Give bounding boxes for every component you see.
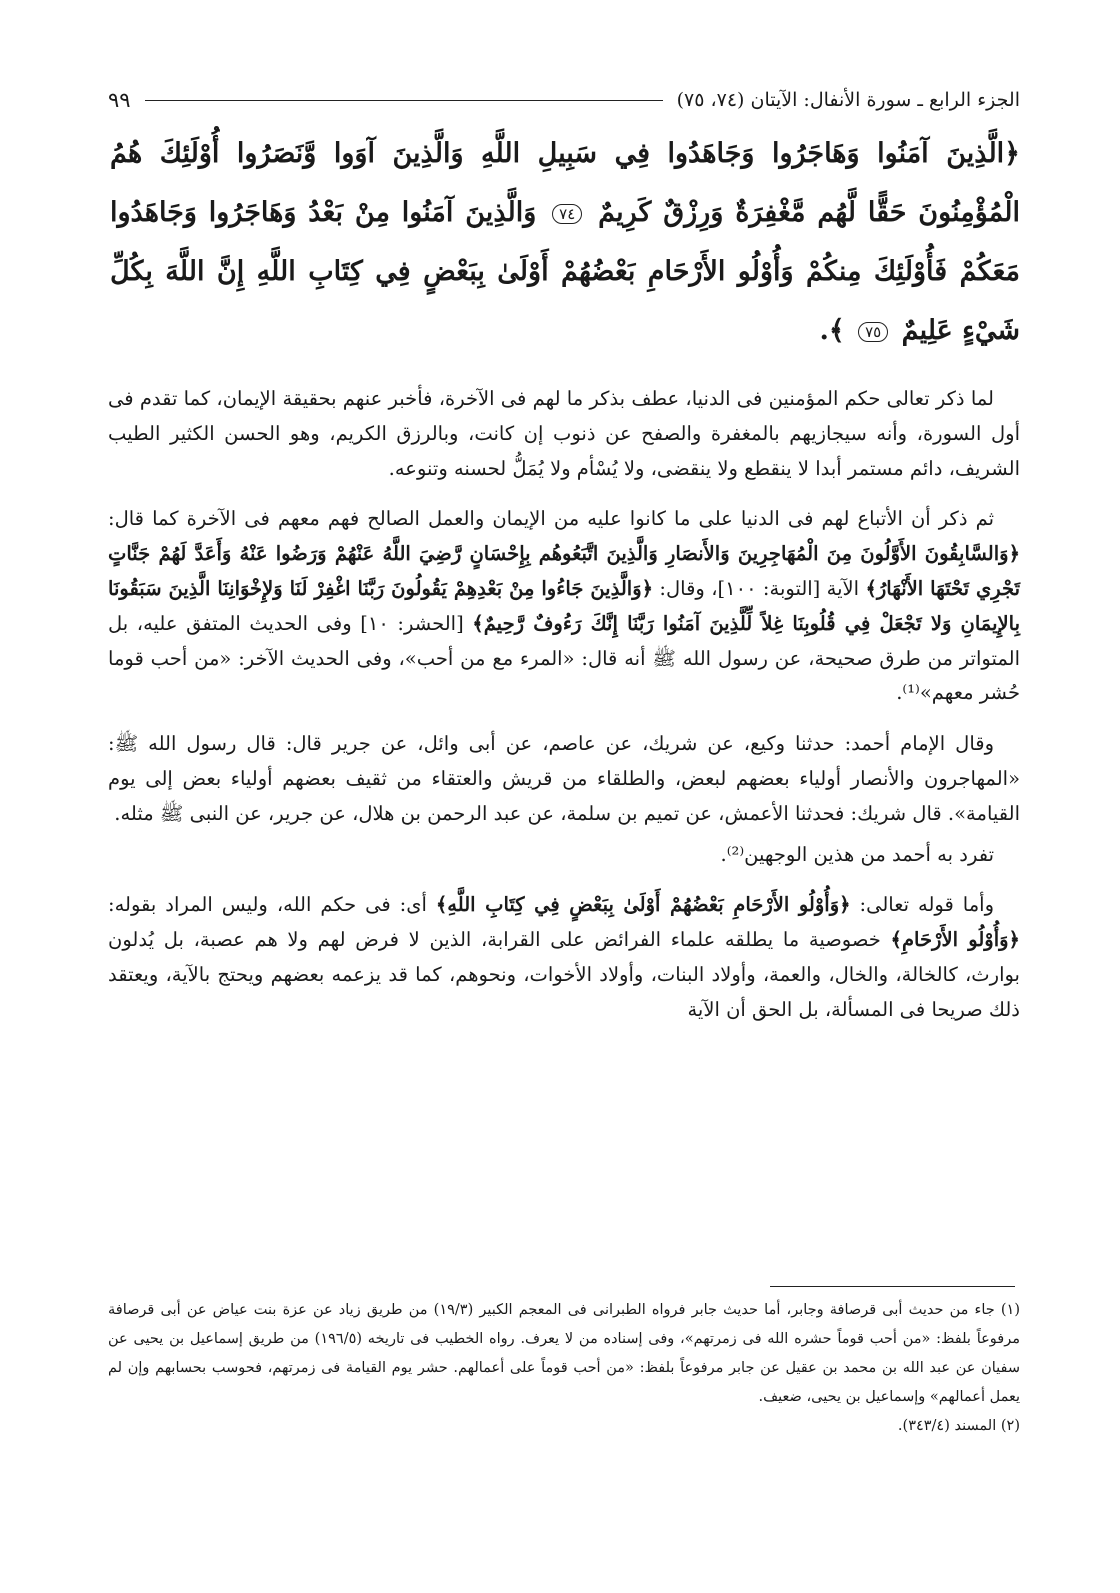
paragraph: لما ذكر تعالى حكم المؤمنين فى الدنيا، عطف بذكر ما لهم فى الآخرة، فأخبر عنهم بحقيقة الإيمان، كما تقدم فى أول السورة، وأنه سيجازيهم بالمغفرة والصفح عن ذنوب إن كانت، وبالرزق الكريم، وهو الحسن الكثير الطيب الشريف، دائم مستمر أبدا لا ينقطع ولا ينقضى، ولا يُسْأم ولا يُمَلُّ لحسنه وتنوعه.	[108, 387, 1020, 480]
header-rule	[145, 100, 663, 101]
paragraph: وقال الإمام أحمد: حدثنا وكيع، عن شريك، عن عاصم، عن أبى وائل، عن جرير قال: قال رسول الله ﷺ: «المهاجرون والأنصار أولياء بعضهم لبعض، والطلقاء من قريش والعتقاء من ثقيف بعضهم أولياء بعض إلى يوم القيامة». قال شريك: فحدثنا الأعمش، عن تميم بن سلمة، عن عبد الرحمن بن هلال، عن جرير، عن النبى ﷺ مثله.	[108, 732, 1020, 825]
paragraph-text: ثم ذكر أن الأتباع لهم فى الدنيا على ما كانوا عليه من الإيمان والعمل الصالح فهم معهم فى الآخرة كما قال:	[108, 507, 994, 531]
quran-quote: ﴿وَأُوْلُو الأَرْحَامِ﴾	[890, 928, 1020, 952]
paragraph-text: الآية [التوبة: ١٠٠]، وقال:	[659, 576, 860, 600]
verse-text-75: وَالَّذِينَ آمَنُوا مِنْ بَعْدُ وَهَاجَرُوا وَجَاهَدُوا مَعَكُمْ فَأُوْلَئِكَ مِنكُمْ وَأُوْلُو الأَرْحَامِ بَعْضُهُمْ أَوْلَىٰ بِبَعْضٍ فِي كِتَابِ اللَّهِ إِنَّ اللَّهَ بِكُلِّ شَيْءٍ عَلِيمٌ	[110, 197, 1020, 346]
paragraph-text: خصوصية ما يطلقه علماء الفرائض على القرابة، الذين لا فرض لهم ولا هم عصبة، بل يُدلون بوارث، كالخالة، والخال، والعمة، وأولاد البنات، وأولاد الأخوات، ونحوهم، كما قد يزعمه بعضهم ويحتج بالآية، ويعتقد ذلك صريحا فى المسألة، بل الحق أن الآية	[108, 928, 1020, 1021]
quran-quote: ﴿وَالَّذِينَ جَاءُوا مِنْ بَعْدِهِمْ يَقُولُونَ رَبَّنَا اغْفِرْ لَنَا وَلإِخْوَانِنَا الَّذِينَ سَبَقُونَا بِالإِيمَانِ وَلا تَجْعَلْ فِي قُلُوبِنَا غِلاً لِّلَّذِينَ آمَنُوا رَبَّنَا إِنَّكَ رَءُوفٌ رَّحِيمٌ﴾	[108, 576, 1020, 635]
quran-verse-block	[110, 124, 1020, 360]
commentary-body	[108, 382, 1020, 1044]
quran-quote: ﴿وَأُوْلُو الأَرْحَامِ بَعْضُهُمْ أَوْلَىٰ بِبَعْضٍ فِي كِتَابِ اللَّهِ﴾	[435, 893, 851, 917]
verse-text-74: ﴿الَّذِينَ آمَنُوا وَهَاجَرُوا وَجَاهَدُوا فِي سَبِيلِ اللَّهِ وَالَّذِينَ آوَوا وَّنَصَرُوا أُوْلَئِكَ هُمُ الْمُؤْمِنُونَ حَقًّا لَّهُم مَّغْفِرَةٌ وَرِزْقٌ كَرِيمٌ	[110, 138, 1020, 228]
running-header	[108, 84, 1020, 116]
quran-quote: ﴿وَالسَّابِقُونَ الأَوَّلُونَ مِنَ الْمُهَاجِرِينَ وَالأَنصَارِ وَالَّذِينَ اتَّبَعُوهُم بِإِحْسَانٍ رَّضِيَ اللَّهُ عَنْهُمْ وَرَضُوا عَنْهُ وَأَعَدَّ لَهُمْ جَنَّاتٍ تَجْرِي تَحْتَهَا الأَنْهَارُ﴾	[108, 542, 1020, 600]
footnote-1: (١) جاء من حديث أبى قرصافة وجابر، أما حديث جابر فرواه الطبرانى فى المعجم الكبير (١٩/٣) من طريق زياد عن عزة بنت عياض عن أبى قرصافة مرفوعاً بلفظ: «من أحب قوماً حشره الله فى زمرتهم»، وفى إسناده من لا يعرف. رواه الخطيب فى تاريخه (١٩٦/٥) من طريق إسماعيل بن يحيى عن سفيان عن عبد الله بن محمد بن عقيل عن جابر مرفوعاً بلفظ: «من أحب قوماً على أعمالهم. حشر يوم القيامة فى زمرتهم، فحوسب بحسابهم وإن لم يعمل أعمالهم» وإسماعيل بن يحيى، ضعيف.	[108, 1302, 1021, 1405]
footnote-divider	[770, 1286, 1015, 1287]
paragraph: تفرد به أحمد من هذين الوجهين⁽²⁾.	[720, 842, 994, 866]
verse-close: ﴾.	[819, 315, 845, 346]
verse-number-marker: ٧٤	[552, 204, 582, 224]
header-title: الجزء الرابع ـ سورة الأنفال: الآيتان (٧٤، ٧٥)	[676, 89, 1020, 111]
paragraph-text: [الحشر: ١٠] وفى الحديث المتفق عليه، بل المتواتر من طرق صحيحة، عن رسول الله ﷺ أنه قال: «المرء مع من أحب»، وفى الحديث الآخر: «من أحب قوما حُشر معهم»⁽¹⁾.	[108, 611, 1020, 705]
footnote-2: (٢) المسند (٣٤٣/٤).	[897, 1418, 1020, 1434]
page-number: ٩٩	[108, 88, 131, 112]
paragraph-text: أى: فى حكم الله، وليس المراد بقوله:	[108, 893, 427, 917]
footnotes	[108, 1296, 1020, 1441]
paragraph-text: وأما قوله تعالى:	[859, 893, 995, 917]
verse-number-marker: ٧٥	[858, 322, 888, 342]
paragraph	[108, 502, 1020, 711]
paragraph	[108, 888, 1020, 1027]
